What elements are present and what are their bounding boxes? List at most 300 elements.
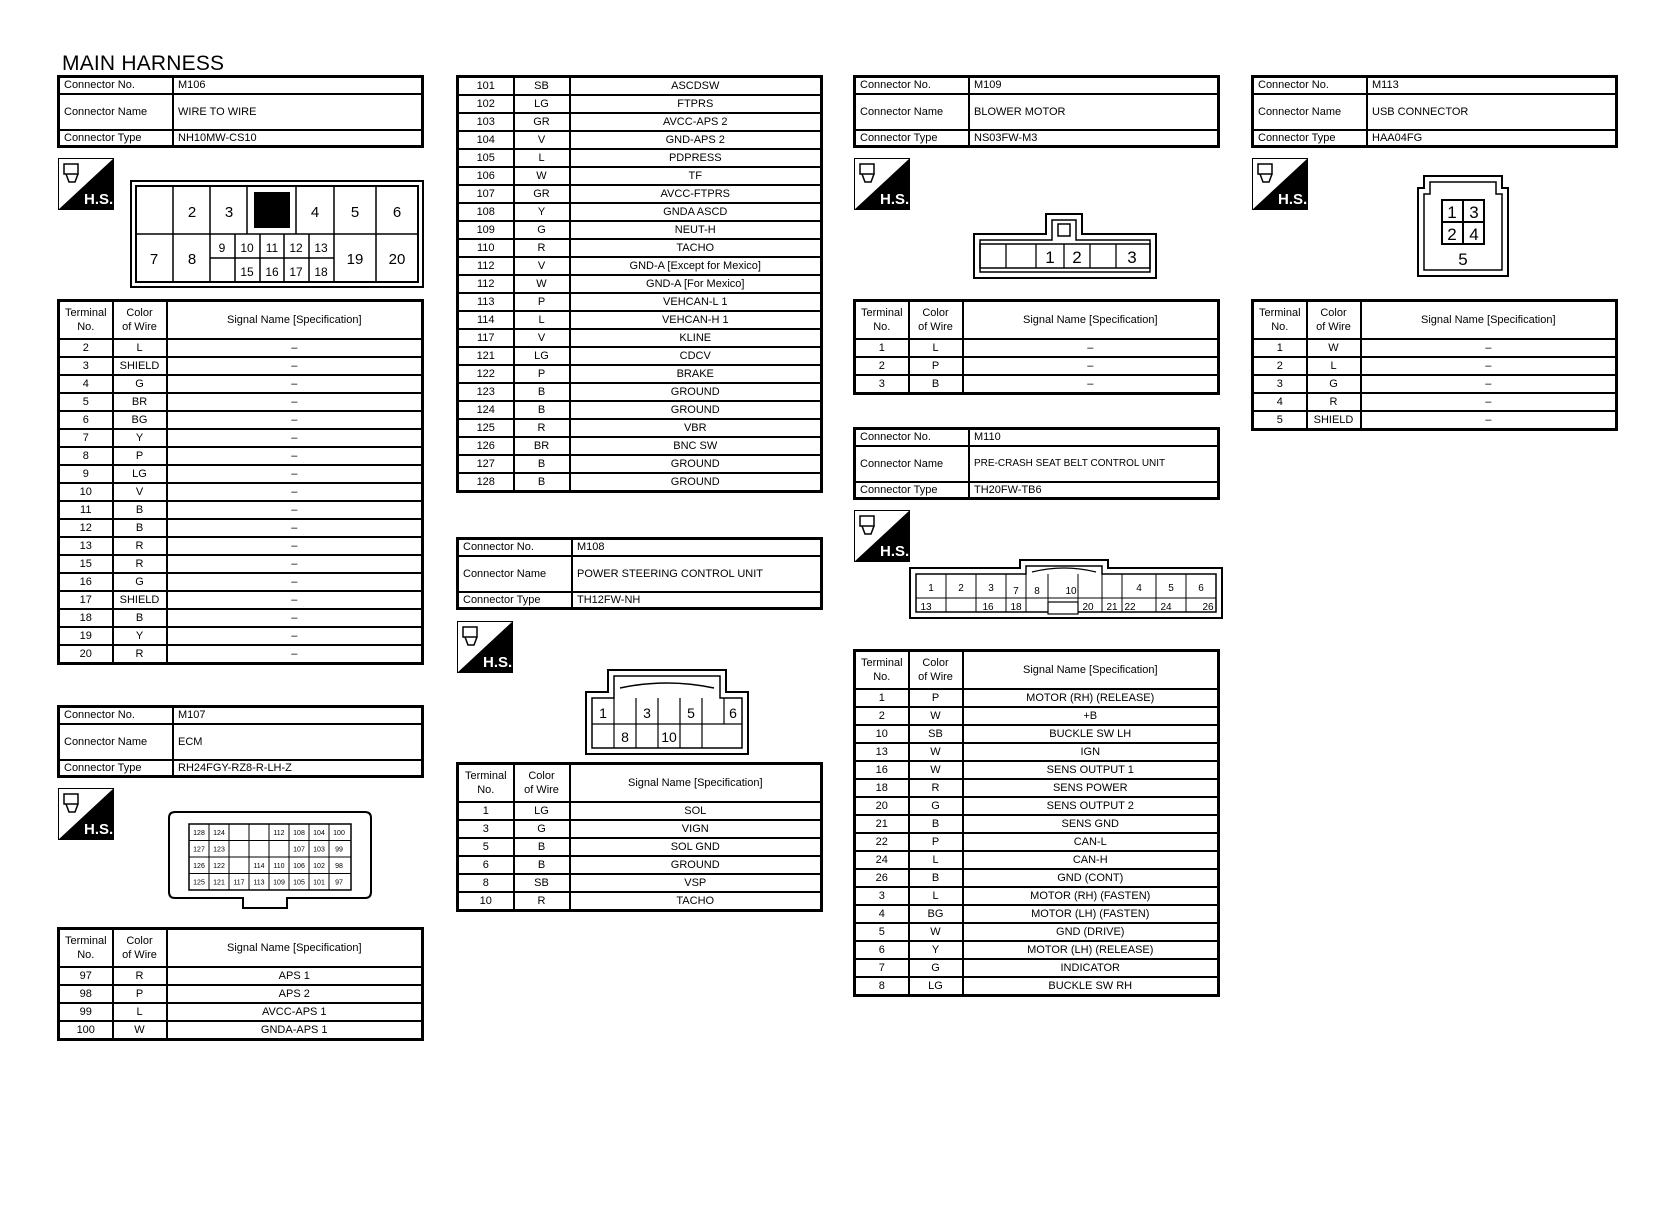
signal-name-cell: GND (DRIVE) — [963, 923, 1219, 941]
signal-name-cell: BUCKLE SW RH — [963, 977, 1219, 996]
terminal-no-cell: 112 — [458, 257, 514, 275]
table-row — [59, 1021, 423, 1040]
connector-type-label: Connector Type — [855, 482, 970, 499]
pin-label: 113 — [253, 879, 265, 887]
connector-type-value: TH20FW-TB6 — [969, 482, 1219, 499]
table-row — [458, 802, 822, 820]
terminal-no-cell: 20 — [855, 797, 909, 815]
signal-name-cell: GROUND — [570, 401, 822, 419]
terminal-no-cell: 101 — [458, 77, 514, 96]
wire-color-cell: R — [514, 239, 570, 257]
terminal-no-cell: 3 — [855, 375, 909, 394]
svg-text:1: 1 — [928, 583, 934, 594]
terminal-no-cell: 5 — [1253, 411, 1307, 430]
signal-name-cell: – — [167, 537, 423, 555]
connector-type-label: Connector Type — [59, 760, 174, 777]
connector-no-value: M108 — [572, 539, 822, 556]
m107-terminal-table — [57, 927, 424, 1041]
terminal-no-cell: 17 — [59, 591, 113, 609]
wire-color-cell: L — [514, 149, 570, 167]
terminal-no-cell: 15 — [59, 555, 113, 573]
connector-name-label: Connector Name — [59, 94, 174, 130]
m113-info-table — [1251, 75, 1618, 148]
terminal-no-cell: 125 — [458, 419, 514, 437]
wire-color-cell: R — [113, 967, 167, 985]
wire-color-cell: BR — [113, 393, 167, 411]
wire-color-cell: L — [909, 851, 963, 869]
hs-icon — [854, 510, 910, 562]
wire-color-cell: B — [113, 501, 167, 519]
terminal-no-cell: 5 — [458, 838, 514, 856]
connector-no-value: M107 — [173, 707, 423, 724]
connector-no-label: Connector No. — [59, 77, 174, 94]
wire-color-cell: R — [1307, 393, 1361, 411]
table-row — [458, 221, 822, 239]
pin-label: 123 — [213, 846, 225, 854]
wire-color-cell: LG — [909, 977, 963, 996]
signal-name-cell: VEHCAN-H 1 — [570, 311, 822, 329]
m106-connector-diagram — [130, 180, 424, 288]
terminal-no-cell: 105 — [458, 149, 514, 167]
signal-name-cell: GROUND — [570, 856, 822, 874]
wire-color-cell: L — [1307, 357, 1361, 375]
pin-label: 101 — [313, 879, 325, 887]
wire-color-cell: Y — [113, 627, 167, 645]
svg-text:20: 20 — [1082, 602, 1094, 613]
svg-text:2: 2 — [187, 204, 197, 221]
pin-label: 102 — [313, 863, 325, 870]
color-of-wire-header: Color of Wire — [1307, 301, 1361, 339]
wire-color-cell: W — [514, 275, 570, 293]
terminal-no-cell: 107 — [458, 185, 514, 203]
wire-color-cell: G — [113, 375, 167, 393]
wire-color-cell: P — [113, 447, 167, 465]
terminal-no-header: Terminal No. — [59, 301, 113, 339]
wire-color-cell: W — [909, 743, 963, 761]
table-row — [458, 203, 822, 221]
table-row — [458, 77, 822, 96]
terminal-no-cell: 10 — [458, 892, 514, 911]
table-row — [855, 375, 1219, 394]
signal-name-cell: IGN — [963, 743, 1219, 761]
table-row — [855, 797, 1219, 815]
wire-color-cell: B — [514, 383, 570, 401]
table-row — [59, 411, 423, 429]
signal-name-cell: – — [167, 645, 423, 664]
table-row — [1253, 357, 1617, 375]
table-row — [855, 357, 1219, 375]
signal-name-cell: GNDA ASCD — [570, 203, 822, 221]
svg-text:H.S.: H.S. — [84, 191, 114, 208]
svg-text:4: 4 — [310, 204, 320, 221]
signal-name-cell: – — [1361, 393, 1617, 411]
wire-color-cell: B — [909, 815, 963, 833]
table-row — [855, 689, 1219, 707]
pin-label: 105 — [293, 879, 305, 887]
signal-name-cell: – — [963, 357, 1219, 375]
signal-name-cell: MOTOR (RH) (RELEASE) — [963, 689, 1219, 707]
wire-color-cell: P — [909, 833, 963, 851]
wire-color-cell: B — [514, 856, 570, 874]
svg-text:8: 8 — [1034, 586, 1040, 597]
svg-text:1: 1 — [1045, 248, 1055, 267]
terminal-no-header: Terminal No. — [458, 764, 514, 802]
signal-name-header: Signal Name [Specification] — [167, 301, 423, 339]
signal-name-cell: ASCDSW — [570, 77, 822, 96]
signal-name-header: Signal Name [Specification] — [963, 301, 1219, 339]
pin-label: 98 — [335, 863, 343, 870]
terminal-no-cell: 4 — [59, 375, 113, 393]
svg-text:3: 3 — [988, 583, 994, 594]
table-row — [458, 167, 822, 185]
terminal-no-cell: 2 — [1253, 357, 1307, 375]
signal-name-cell: KLINE — [570, 329, 822, 347]
wire-color-cell: B — [514, 401, 570, 419]
terminal-no-cell: 24 — [855, 851, 909, 869]
connector-name-value: PRE-CRASH SEAT BELT CONTROL UNIT — [969, 446, 1219, 482]
table-row — [458, 311, 822, 329]
terminal-no-cell: 100 — [59, 1021, 113, 1040]
terminal-no-cell: 8 — [855, 977, 909, 996]
table-row — [855, 923, 1219, 941]
m113-connector-diagram — [1416, 174, 1510, 278]
connector-type-value: HAA04FG — [1367, 130, 1617, 147]
signal-name-cell: AVCC-APS 1 — [167, 1003, 423, 1021]
table-row — [855, 941, 1219, 959]
table-row — [855, 339, 1219, 357]
table-row — [855, 779, 1219, 797]
signal-name-cell: APS 1 — [167, 967, 423, 985]
terminal-no-cell: 2 — [855, 707, 909, 725]
pin-label: 106 — [293, 863, 305, 870]
svg-text:1: 1 — [1447, 203, 1457, 222]
svg-text:22: 22 — [1124, 602, 1136, 613]
pin-label: 126 — [193, 863, 205, 870]
terminal-no-cell: 6 — [458, 856, 514, 874]
table-row — [59, 609, 423, 627]
terminal-no-cell: 16 — [855, 761, 909, 779]
terminal-no-cell: 117 — [458, 329, 514, 347]
table-row — [458, 437, 822, 455]
connector-type-label: Connector Type — [1253, 130, 1368, 147]
pin-label: 112 — [273, 830, 285, 837]
wire-color-cell: SHIELD — [113, 357, 167, 375]
table-row — [1253, 393, 1617, 411]
table-row — [458, 419, 822, 437]
connector-no-value: M106 — [173, 77, 423, 94]
table-row — [458, 149, 822, 167]
wire-color-cell: B — [514, 838, 570, 856]
signal-name-cell: TF — [570, 167, 822, 185]
table-row — [458, 365, 822, 383]
terminal-no-cell: 98 — [59, 985, 113, 1003]
m110-connector-diagram — [908, 558, 1224, 620]
m106-info-table — [57, 75, 424, 148]
terminal-no-cell: 106 — [458, 167, 514, 185]
svg-text:1: 1 — [599, 705, 607, 721]
hs-icon — [58, 158, 114, 210]
wire-color-cell: G — [1307, 375, 1361, 393]
m110-terminal-table — [853, 649, 1220, 997]
wire-color-cell: B — [514, 473, 570, 492]
page-title: MAIN HARNESS — [62, 52, 225, 75]
signal-name-cell: – — [167, 555, 423, 573]
svg-text:H.S.: H.S. — [1278, 191, 1308, 208]
m113-terminal-table — [1251, 299, 1618, 431]
terminal-no-header: Terminal No. — [855, 301, 909, 339]
signal-name-cell: BUCKLE SW LH — [963, 725, 1219, 743]
hs-icon — [854, 158, 910, 210]
wire-color-cell: R — [514, 892, 570, 911]
connector-name-value: ECM — [173, 724, 423, 760]
pin-label: 124 — [213, 830, 225, 837]
svg-text:6: 6 — [729, 705, 737, 721]
connector-no-label: Connector No. — [458, 539, 573, 556]
terminal-no-cell: 104 — [458, 131, 514, 149]
signal-name-cell: GROUND — [570, 473, 822, 492]
m108-connector-diagram — [584, 668, 750, 756]
signal-name-header: Signal Name [Specification] — [570, 764, 822, 802]
signal-name-cell: GROUND — [570, 455, 822, 473]
signal-name-cell: GND-A [Except for Mexico] — [570, 257, 822, 275]
signal-name-cell: VIGN — [570, 820, 822, 838]
terminal-no-cell: 18 — [59, 609, 113, 627]
terminal-no-cell: 1 — [855, 339, 909, 357]
svg-text:8: 8 — [187, 251, 197, 268]
connector-name-label: Connector Name — [1253, 94, 1368, 130]
pin-label: 100 — [333, 830, 345, 837]
wire-color-cell: R — [113, 645, 167, 664]
color-of-wire-header: Color of Wire — [113, 929, 167, 967]
svg-text:13: 13 — [920, 602, 932, 613]
wire-color-cell: SB — [909, 725, 963, 743]
table-row — [458, 820, 822, 838]
m108-terminal-table — [456, 762, 823, 912]
hs-icon — [1252, 158, 1308, 210]
svg-text:26: 26 — [1202, 602, 1214, 613]
terminal-no-cell: 99 — [59, 1003, 113, 1021]
table-row — [1253, 375, 1617, 393]
table-row — [1253, 339, 1617, 357]
table-row — [855, 905, 1219, 923]
table-row — [855, 815, 1219, 833]
pin-label: 110 — [273, 863, 285, 870]
wire-color-cell: SB — [514, 77, 570, 96]
wire-color-cell: B — [113, 519, 167, 537]
terminal-no-cell: 2 — [855, 357, 909, 375]
terminal-no-cell: 102 — [458, 95, 514, 113]
svg-text:2: 2 — [958, 583, 964, 594]
table-row — [59, 483, 423, 501]
signal-name-cell: – — [167, 429, 423, 447]
terminal-no-cell: 18 — [855, 779, 909, 797]
wire-color-cell: Y — [909, 941, 963, 959]
connector-no-label: Connector No. — [855, 429, 970, 446]
signal-name-cell: – — [167, 627, 423, 645]
table-row — [59, 645, 423, 664]
table-row — [458, 293, 822, 311]
signal-name-cell: CAN-H — [963, 851, 1219, 869]
signal-name-cell: GND (CONT) — [963, 869, 1219, 887]
terminal-no-cell: 13 — [59, 537, 113, 555]
table-row — [59, 967, 423, 985]
wire-color-cell: P — [514, 293, 570, 311]
wire-color-cell: Y — [113, 429, 167, 447]
svg-text:9: 9 — [218, 241, 226, 255]
wire-color-cell: B — [113, 609, 167, 627]
table-row — [59, 985, 423, 1003]
wire-color-cell: B — [909, 375, 963, 394]
signal-name-cell: GND-A [For Mexico] — [570, 275, 822, 293]
signal-name-cell: MOTOR (LH) (RELEASE) — [963, 941, 1219, 959]
svg-text:7: 7 — [149, 251, 159, 268]
signal-name-cell: SOL GND — [570, 838, 822, 856]
signal-name-cell: AVCC-APS 2 — [570, 113, 822, 131]
terminal-no-cell: 22 — [855, 833, 909, 851]
signal-name-header: Signal Name [Specification] — [963, 651, 1219, 689]
wire-color-cell: W — [113, 1021, 167, 1040]
wire-color-cell: V — [514, 257, 570, 275]
pin-label: 114 — [253, 863, 265, 870]
terminal-no-cell: 7 — [59, 429, 113, 447]
signal-name-cell: – — [1361, 357, 1617, 375]
signal-name-cell: VSP — [570, 874, 822, 892]
svg-text:18: 18 — [314, 265, 328, 279]
terminal-no-cell: 113 — [458, 293, 514, 311]
terminal-no-cell: 122 — [458, 365, 514, 383]
signal-name-cell: – — [167, 591, 423, 609]
wire-color-cell: BG — [909, 905, 963, 923]
signal-name-cell: – — [167, 519, 423, 537]
svg-text:5: 5 — [1168, 583, 1174, 594]
table-row — [855, 869, 1219, 887]
table-row — [59, 375, 423, 393]
table-row — [458, 113, 822, 131]
signal-name-cell: SENS GND — [963, 815, 1219, 833]
table-row — [458, 95, 822, 113]
wire-color-cell: V — [113, 483, 167, 501]
wire-color-cell: G — [514, 820, 570, 838]
table-row — [59, 465, 423, 483]
wire-color-cell: SHIELD — [1307, 411, 1361, 430]
wire-color-cell: W — [514, 167, 570, 185]
svg-text:2: 2 — [1447, 225, 1457, 244]
terminal-no-cell: 12 — [59, 519, 113, 537]
wire-color-cell: LG — [514, 95, 570, 113]
terminal-no-cell: 16 — [59, 573, 113, 591]
wire-color-cell: V — [514, 329, 570, 347]
svg-text:3: 3 — [643, 705, 651, 721]
m107-connector-diagram — [165, 808, 375, 912]
connector-type-label: Connector Type — [855, 130, 970, 147]
svg-text:4: 4 — [1136, 583, 1142, 594]
table-row — [458, 455, 822, 473]
connector-name-value: WIRE TO WIRE — [173, 94, 423, 130]
table-row — [458, 347, 822, 365]
table-row — [458, 131, 822, 149]
table-row — [59, 573, 423, 591]
wire-color-cell: P — [514, 365, 570, 383]
terminal-no-cell: 103 — [458, 113, 514, 131]
wire-color-cell: V — [514, 131, 570, 149]
table-row — [458, 257, 822, 275]
signal-name-cell: – — [167, 483, 423, 501]
table-row — [458, 892, 822, 911]
wire-color-cell: W — [909, 923, 963, 941]
color-of-wire-header: Color of Wire — [909, 301, 963, 339]
terminal-no-cell: 108 — [458, 203, 514, 221]
signal-name-cell: VEHCAN-L 1 — [570, 293, 822, 311]
signal-name-cell: VBR — [570, 419, 822, 437]
terminal-no-cell: 128 — [458, 473, 514, 492]
terminal-no-cell: 4 — [1253, 393, 1307, 411]
signal-name-cell: PDPRESS — [570, 149, 822, 167]
svg-text:6: 6 — [392, 204, 402, 221]
pin-label: 122 — [213, 863, 225, 870]
wire-color-cell: P — [113, 985, 167, 1003]
wire-color-cell: SB — [514, 874, 570, 892]
svg-text:15: 15 — [240, 265, 254, 279]
terminal-no-cell: 7 — [855, 959, 909, 977]
signal-name-cell: – — [167, 465, 423, 483]
table-row — [458, 401, 822, 419]
connector-name-value: USB CONNECTOR — [1367, 94, 1617, 130]
connector-no-value: M110 — [969, 429, 1219, 446]
svg-text:7: 7 — [1013, 586, 1019, 597]
connector-no-label: Connector No. — [855, 77, 970, 94]
connector-name-label: Connector Name — [458, 556, 573, 592]
table-row — [855, 959, 1219, 977]
signal-name-cell: – — [1361, 339, 1617, 357]
terminal-no-cell: 5 — [59, 393, 113, 411]
table-row — [59, 357, 423, 375]
connector-name-label: Connector Name — [855, 446, 970, 482]
connector-name-label: Connector Name — [59, 724, 174, 760]
table-row — [59, 339, 423, 357]
connector-type-value: TH12FW-NH — [572, 592, 822, 609]
signal-name-cell: – — [167, 411, 423, 429]
signal-name-cell: – — [167, 375, 423, 393]
pin-label: 103 — [313, 846, 325, 854]
wire-color-cell: L — [909, 339, 963, 357]
wire-color-cell: R — [909, 779, 963, 797]
pin-label: 97 — [335, 879, 343, 887]
signal-name-cell: GROUND — [570, 383, 822, 401]
signal-name-cell: BRAKE — [570, 365, 822, 383]
wire-color-cell: B — [514, 455, 570, 473]
hs-icon — [58, 788, 114, 840]
terminal-no-cell: 121 — [458, 347, 514, 365]
terminal-no-cell: 110 — [458, 239, 514, 257]
connector-name-value: BLOWER MOTOR — [969, 94, 1219, 130]
svg-text:H.S.: H.S. — [880, 543, 910, 560]
table-row — [458, 473, 822, 492]
svg-text:H.S.: H.S. — [483, 654, 513, 671]
svg-text:2: 2 — [1072, 248, 1082, 267]
pin-label: 108 — [293, 830, 305, 837]
table-row — [458, 383, 822, 401]
table-row — [59, 537, 423, 555]
svg-text:24: 24 — [1160, 602, 1172, 613]
table-row — [855, 977, 1219, 996]
signal-name-cell: INDICATOR — [963, 959, 1219, 977]
terminal-no-header: Terminal No. — [59, 929, 113, 967]
wire-color-cell: Y — [514, 203, 570, 221]
signal-name-cell: MOTOR (LH) (FASTEN) — [963, 905, 1219, 923]
m109-connector-diagram — [972, 210, 1158, 280]
signal-name-header: Signal Name [Specification] — [1361, 301, 1617, 339]
table-row — [458, 275, 822, 293]
